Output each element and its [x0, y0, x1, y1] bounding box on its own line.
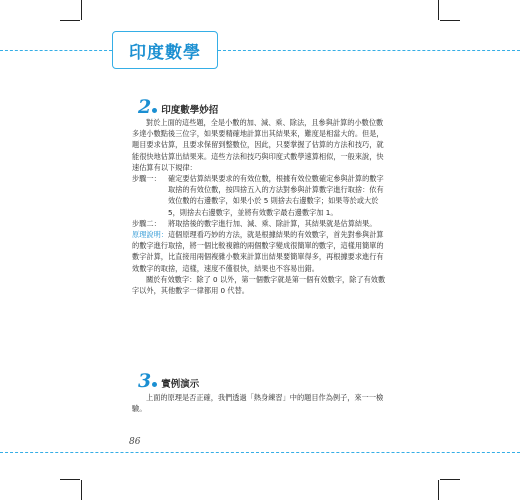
- step-text: 將取捨後的數字進行加、減、乘、除計算，其結果就是估算結果。: [168, 218, 377, 228]
- crop-mark: [438, 480, 439, 500]
- step-label: 步驟二：: [132, 218, 161, 228]
- section-number: 3: [138, 370, 152, 392]
- page-number: 86: [129, 437, 141, 447]
- step-item: [132, 173, 388, 218]
- principle-text: 這個原理看巧妙的方法，就是根據結果的有效數字，首先對參與計算的數字進行取捨，將一個比較複雜的兩個數字變成很簡單的數字，這樣用簡單的數字計算，比直接用兩個複雜小數來計算出結果要簡單得多，再根據要求進行有效數字的取捨，這樣，速度不僅很快，結果也不容易出錯。: [132, 230, 384, 273]
- step-label: 步驟一：: [132, 174, 161, 184]
- crop-mark: [440, 20, 460, 21]
- step-item: [132, 218, 388, 229]
- section-heading: [138, 96, 218, 118]
- chapter-title-box: [112, 31, 218, 69]
- crop-mark: [438, 0, 439, 20]
- section-title: 實例演示: [161, 379, 200, 390]
- section-title: 印度數學妙招: [161, 105, 219, 116]
- chapter-title: 印度數學: [129, 42, 201, 63]
- sigfig-paragraph: 關於有效數字：除了 0 以外，第一個數字就是第一個有效數字，除了有效數字以外，其他數字一律都用 0 代替。: [132, 274, 386, 296]
- example-paragraph: 上面的原理是否正確，我們透過「熱身練習」中的題目作為例子，來一一檢驗。: [132, 393, 384, 414]
- crop-mark: [81, 0, 82, 20]
- section-number: 2: [138, 96, 152, 118]
- section-dot-icon: [152, 108, 157, 113]
- crop-mark: [81, 480, 82, 500]
- header-dashed-line: [218, 50, 520, 51]
- step-text: 確定要估算結果要求的有效位數，根據有效位數確定參與計算的數字取捨的有效位數，按四捨五入的方法對參與計算數字進行取捨：依有效位數的右邊數字，如果小於 5 則捨去右邊數字；如果等於或大於 5，則捨去右邊數字，並將有效數字最右邊數字加 1。: [168, 174, 384, 217]
- crop-mark: [60, 479, 80, 480]
- principle-paragraph: [132, 229, 388, 274]
- section-dot-icon: [152, 382, 157, 387]
- footer-dashed-line: [0, 452, 520, 453]
- header-dashed-line: [0, 50, 112, 51]
- section-body: [132, 117, 388, 296]
- crop-mark: [440, 479, 460, 480]
- section-body: [132, 392, 388, 414]
- section-heading: [138, 370, 199, 392]
- intro-paragraph: 對於上面的這些題，全是小數的加、減、乘、除法，且參與計算的小數位數多達小數點後三位字，如果要精確地計算出其結果來，難度是相當大的。但是，題目要求估算，且要求保留到整數位，因此，只要掌握了估算的方法和技巧，就能很快地估算出結果來。這些方法和技巧與印度式數學速算相似，一般來說，快速估算有以下規律：: [132, 118, 384, 172]
- principle-label: 原理說明：: [132, 230, 168, 240]
- crop-mark: [60, 20, 80, 21]
